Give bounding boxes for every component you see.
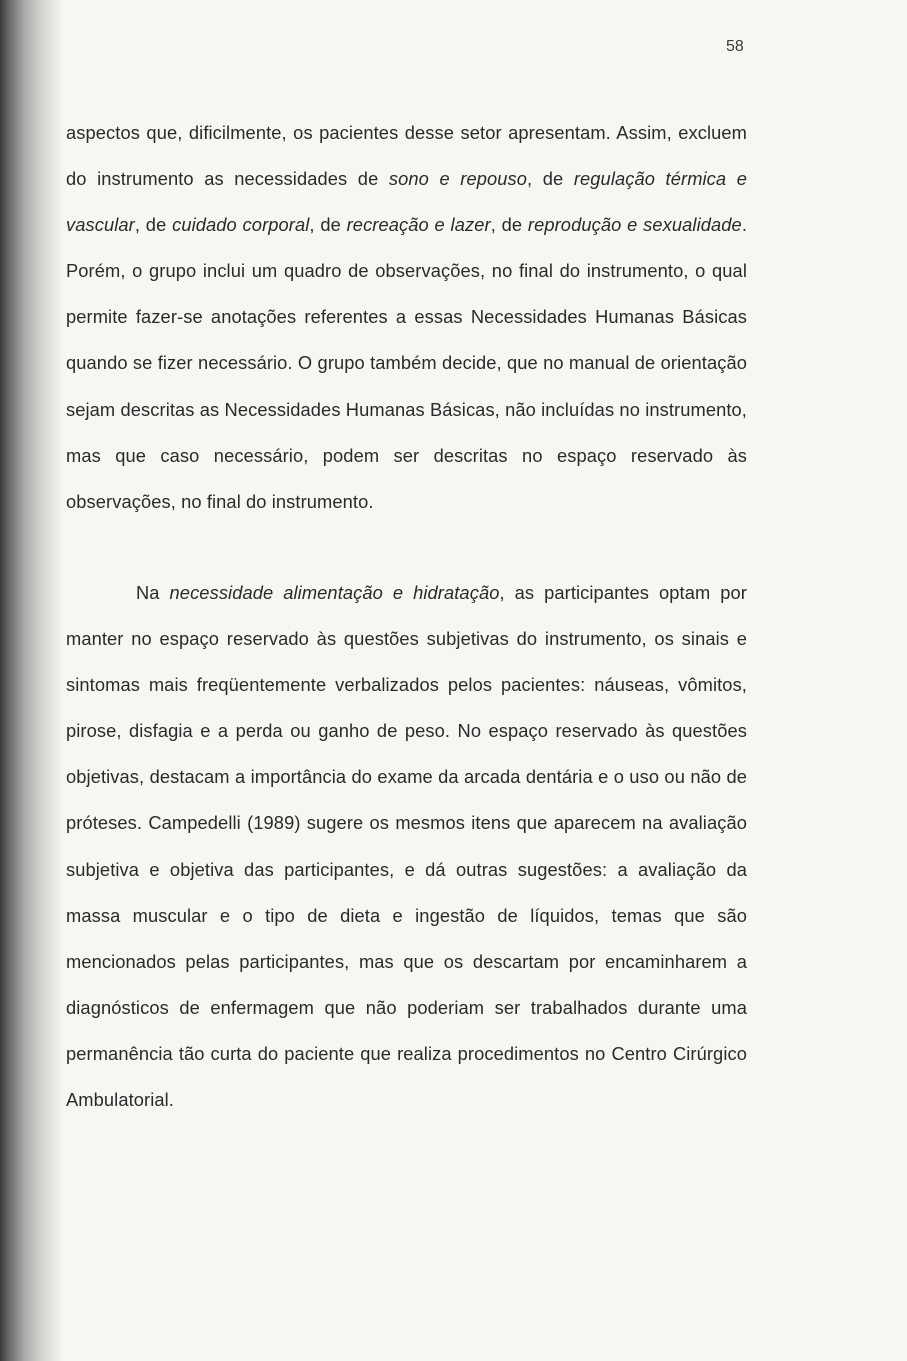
italic-term: recreação e lazer [346,214,491,236]
text-segment: , as participantes optam por manter no espaço reservado às questões subjetivas do instrumento, os sinais e sintomas mais freqüentemente verbalizados pelos pacientes: náuseas, vômitos, pirose, disfagia e a perda ou ganho de peso. No espaço reservado às questões objetivas, destacam a importância do exame da arcada dentária e o uso ou não de próteses. Campedelli (1989) sugere os mesmos itens que aparecem na avaliação subjetiva e objetiva das participantes, e dá outras sugestões: a avaliação da massa muscular e o tipo de dieta e ingestão de líquidos, temas que são mencionados pelas participantes, mas que os descartam por encaminharem a diagnósticos de enfermagem que não poderiam ser trabalhados durante uma permanência tão curta do paciente que realiza procedimentos no Centro Cirúrgico Ambulatorial. [66,582,747,1111]
text-segment: . Porém, o grupo inclui um quadro de observações, no final do instrumento, o qual permite fazer-se anotações referentes a essas Necessidades Humanas Básicas quando se fizer necessário. O grupo também decide, que no manual de orientação sejam descritas as Necessidades Humanas Básicas, não incluídas no instrumento, mas que caso necessário, podem ser descritas no espaço reservado às observações, no final do instrumento. [66,214,747,512]
page-binding-shadow [0,0,64,1361]
text-segment: , de [134,214,173,236]
italic-term: necessidade alimentação e hidratação [169,582,500,603]
text-segment: Na [136,582,170,603]
paragraph-alimentacao-hidratacao [66,570,747,1123]
text-segment: aspectos que, dificilmente, os pacientes desse setor apresentam. Assim, excluem do instrumento as necessidades de [66,122,747,190]
text-segment: , de [527,168,574,190]
italic-term: reprodução e sexualidade [527,214,742,236]
page-number: 58 [726,38,744,55]
paragraph-necessidades-excluidas [66,110,747,525]
italic-term: cuidado corporal [172,214,310,236]
text-segment: , de [309,214,347,236]
italic-term: sono e repouso [388,168,528,190]
text-segment: , de [490,214,528,236]
italic-term: regulação térmica e vascular [66,168,747,236]
